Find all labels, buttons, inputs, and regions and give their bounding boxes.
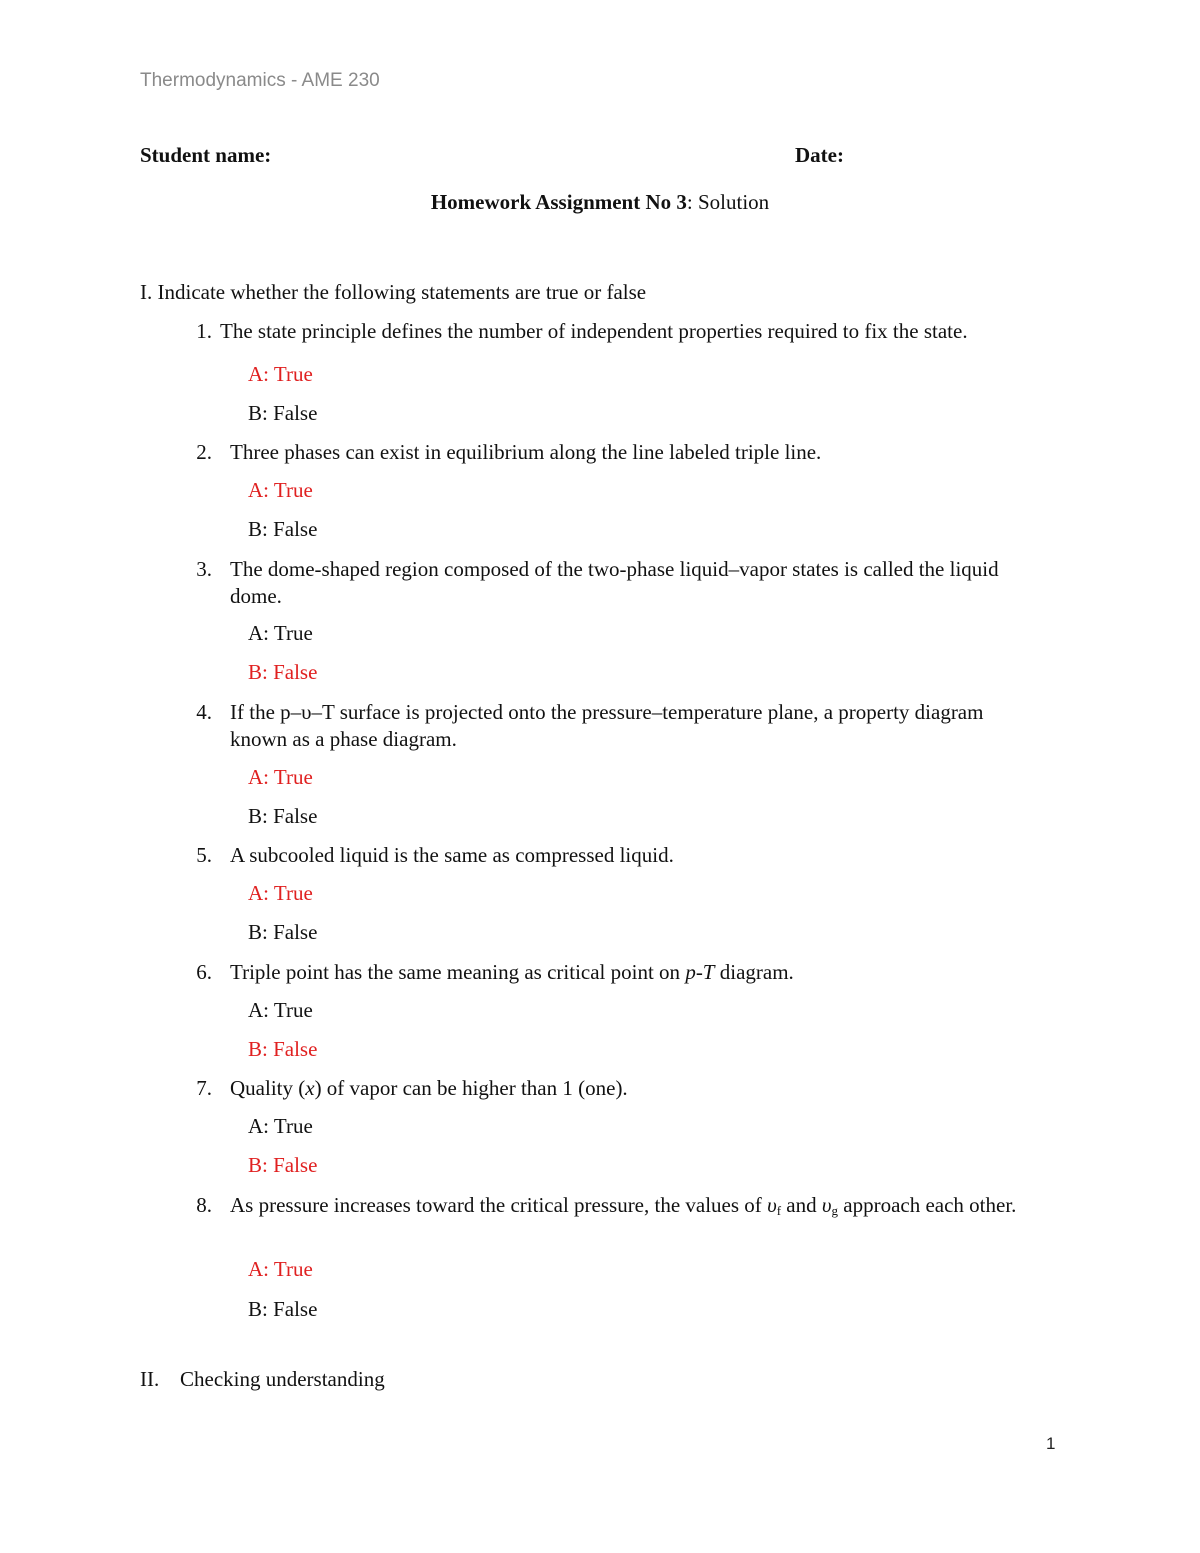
answer-4a: A: True (248, 765, 313, 789)
answer-1a: A: True (248, 362, 313, 386)
answer-8a: A: True (248, 1257, 313, 1281)
section-1-heading: I. Indicate whether the following statements are true or false (140, 280, 647, 304)
answer-4b: B: False (248, 804, 318, 828)
answer-8b: B: False (248, 1297, 318, 1321)
answer-7a: A: True (248, 1114, 313, 1138)
question-text: As pressure increases toward the critical pressure, the values of $\upsilon_f$ and $\upsilon_g$ approach each other. (230, 1193, 1017, 1218)
title-rest: : Solution (686, 190, 770, 214)
section-2-number: II. (140, 1367, 160, 1391)
question-text: If the p–υ–T surface is projected onto the pressure–temperature plane, a property diagram known as a phase diagram. (230, 700, 984, 751)
question-number: 5. (196, 843, 212, 867)
question-number: 4. (196, 700, 212, 724)
question-text: The dome-shaped region composed of the two-phase liquid–vapor states is called the liquid dome. (230, 557, 999, 608)
section-2-heading (140, 1367, 385, 1392)
title-bold: Homework Assignment No 3 (430, 190, 687, 214)
question-text: A subcooled liquid is the same as compressed liquid. (230, 843, 674, 867)
question-number: 6. (196, 960, 212, 984)
question-number: 2. (196, 440, 212, 464)
student-name-label: Student name: (140, 143, 272, 167)
answer-5b: B: False (248, 920, 318, 944)
answer-2a: A: True (248, 478, 313, 502)
question-text: Quality (x) of vapor can be higher than 1 (one). (230, 1076, 628, 1100)
answer-6a: A: True (248, 998, 313, 1022)
question-number: 1. (196, 319, 212, 343)
answer-3a: A: True (248, 621, 313, 645)
page-title (0, 190, 1200, 215)
answer-1b: B: False (248, 401, 318, 425)
question-number: 7. (196, 1076, 212, 1100)
question-text: Triple point has the same meaning as critical point on p-T diagram. (230, 960, 794, 984)
answer-6b: B: False (248, 1037, 318, 1061)
date-label: Date: (795, 143, 844, 167)
answer-7b: B: False (248, 1153, 318, 1177)
question-text: Three phases can exist in equilibrium along the line labeled triple line. (230, 440, 822, 464)
question-text: The state principle defines the number of independent properties required to fix the state. (220, 319, 968, 343)
answer-5a: A: True (248, 881, 313, 905)
question-number: 8. (196, 1193, 212, 1217)
page-number: 1 (1046, 1434, 1056, 1453)
question-number: 3. (196, 557, 212, 581)
answer-3b: B: False (248, 660, 318, 684)
answer-2b: B: False (248, 517, 318, 541)
section-2-label: Checking understanding (180, 1367, 385, 1391)
course-header: Thermodynamics - AME 230 (140, 70, 380, 91)
